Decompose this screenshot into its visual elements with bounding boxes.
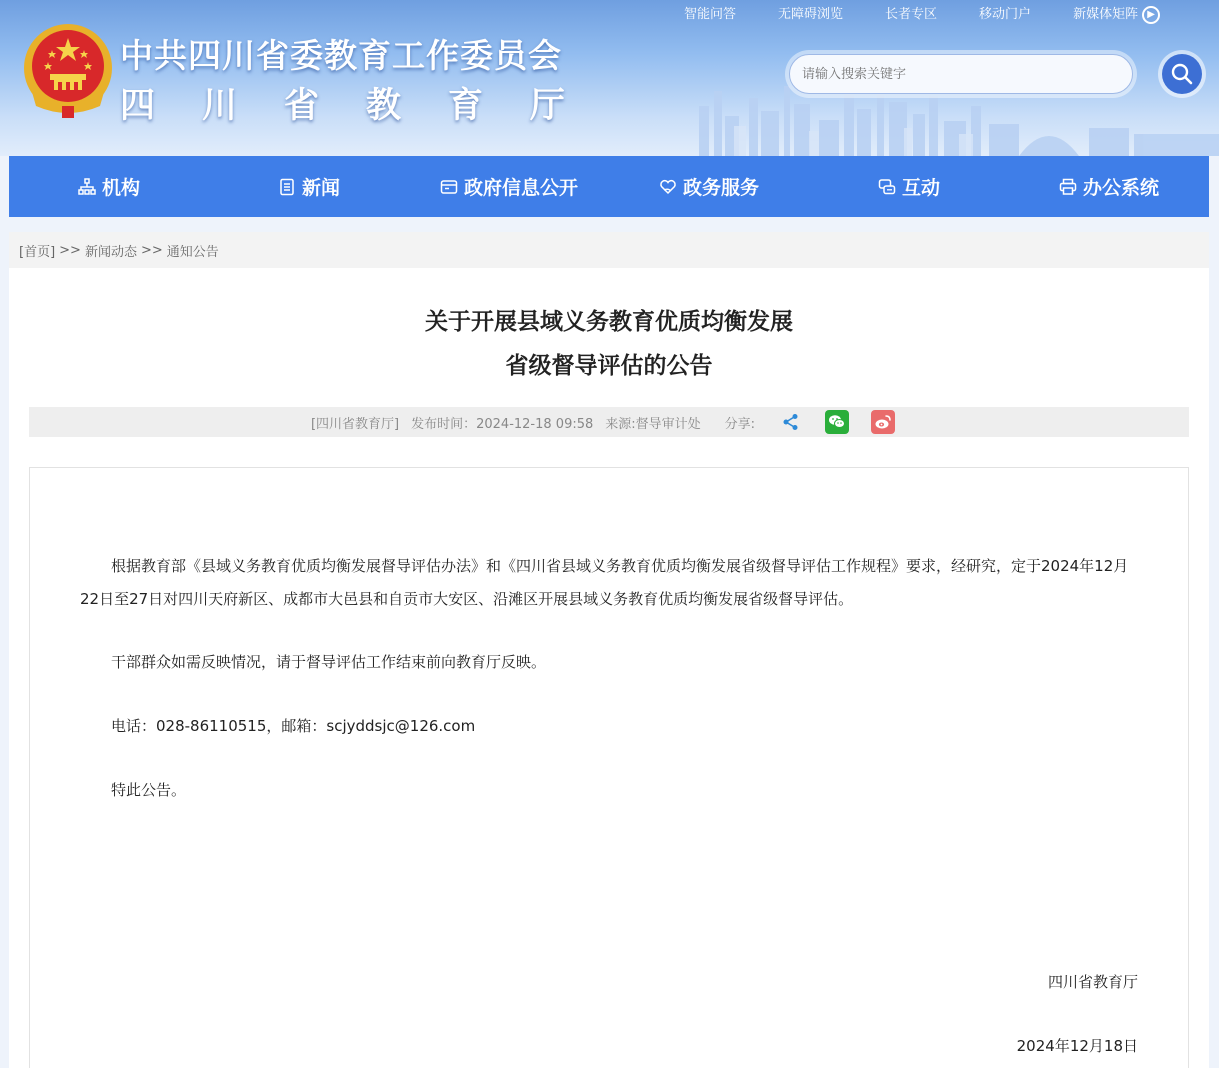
- share-label: 分享:: [724, 416, 756, 432]
- breadcrumb-separator: >>: [59, 242, 81, 258]
- nav-label: 互动: [901, 177, 940, 199]
- article-content: [29, 467, 1189, 1068]
- search-icon: [1170, 62, 1194, 86]
- nav-item-interact[interactable]: [809, 156, 1009, 217]
- heart-hand-icon: [659, 178, 677, 196]
- main-nav: [9, 156, 1209, 217]
- nav-item-news[interactable]: [209, 156, 409, 217]
- breadcrumb-home[interactable]: [首页]: [19, 244, 56, 260]
- link-elderly[interactable]: 长者专区: [885, 7, 938, 22]
- article-title-line1: 关于开展县域义务教育优质均衡发展: [425, 309, 793, 335]
- meta-org: [四川省教育厅]: [310, 416, 400, 432]
- article-signature: 四川省教育厅: [1047, 973, 1138, 991]
- dept-name-char: 川: [201, 86, 237, 126]
- play-circle-icon: ▶: [1142, 6, 1160, 24]
- nav-label: 政务服务: [682, 177, 759, 199]
- dept-name-char: 教: [365, 86, 401, 126]
- wechat-icon: [828, 414, 846, 430]
- breadcrumb-separator: >>: [140, 242, 163, 258]
- top-links: [684, 6, 1160, 24]
- weibo-icon: [874, 414, 892, 430]
- article-paragraph: 干部群众如需反映情况，请于督导评估工作结束前向教育厅反映。: [111, 653, 547, 671]
- national-emblem-logo: [22, 22, 114, 120]
- share-icon: [782, 413, 800, 431]
- search-button[interactable]: [1158, 50, 1206, 98]
- meta-publish-time: 发布时间：2024-12-18 09:58: [411, 416, 594, 432]
- link-new-media[interactable]: [1073, 6, 1160, 24]
- search-box: [785, 50, 1137, 98]
- breadcrumb: [9, 232, 1209, 268]
- article-title: [9, 300, 1209, 388]
- nav-item-gov-service[interactable]: [609, 156, 809, 217]
- article-paragraph: 特此公告。: [111, 781, 187, 799]
- nav-label: 新闻: [301, 177, 340, 199]
- link-smart-qa[interactable]: 智能问答: [684, 7, 737, 22]
- article-meta-bar: [29, 407, 1189, 437]
- org-name-title: 中共四川省委教育工作委员会: [120, 36, 562, 75]
- nav-label: 机构: [101, 177, 140, 199]
- org-chart-icon: [78, 178, 96, 196]
- nav-item-office[interactable]: [1009, 156, 1209, 217]
- link-mobile-portal[interactable]: 移动门户: [979, 7, 1032, 22]
- breadcrumb-notices[interactable]: 通知公告: [166, 244, 219, 260]
- dept-name-title: [120, 78, 565, 128]
- article-contact: 电话：028-86110515，邮箱：scjyddsjc@126.com: [111, 717, 476, 735]
- search-input[interactable]: [789, 54, 1133, 94]
- dept-name-char: 省: [283, 86, 319, 126]
- printer-icon: [1059, 178, 1077, 196]
- dept-name-char: 四: [120, 86, 156, 126]
- share-weibo-button[interactable]: [871, 410, 895, 434]
- link-accessibility[interactable]: 无障碍浏览: [778, 7, 844, 22]
- nav-item-org[interactable]: [9, 156, 209, 217]
- nav-item-gov-info[interactable]: [409, 156, 609, 217]
- chat-icon: [878, 178, 896, 196]
- dept-name-char: 厅: [529, 86, 565, 126]
- dept-name-char: 育: [447, 86, 483, 126]
- article-title-line2: 省级督导评估的公告: [505, 353, 713, 379]
- article-paragraph: 根据教育部《县域义务教育优质均衡发展督导评估办法》和《四川省县域义务教育优质均衡发展省级督导评估工作规程》要求，经研究，定于2024年12月22日至27日对四川天府新区、成都市大邑县和自贡市大安区、沿滩区开展县域义务教育优质均衡发展省级督导评估。: [80, 557, 1129, 608]
- article-date: 2024年12月18日: [1016, 1037, 1138, 1055]
- site-header: [0, 0, 1219, 156]
- document-icon: [278, 178, 296, 196]
- search-button-inner: [1162, 54, 1202, 94]
- nav-label: 政府信息公开: [463, 177, 578, 199]
- article-page: [9, 232, 1209, 1068]
- breadcrumb-news[interactable]: 新闻动态: [84, 244, 137, 260]
- share-wechat-button[interactable]: [825, 410, 849, 434]
- link-new-media-label: 新媒体矩阵: [1073, 7, 1139, 22]
- share-button[interactable]: [779, 410, 803, 434]
- info-screen-icon: [440, 178, 458, 196]
- meta-source: 来源:督导审计处: [605, 416, 701, 432]
- nav-label: 办公系统: [1082, 177, 1159, 199]
